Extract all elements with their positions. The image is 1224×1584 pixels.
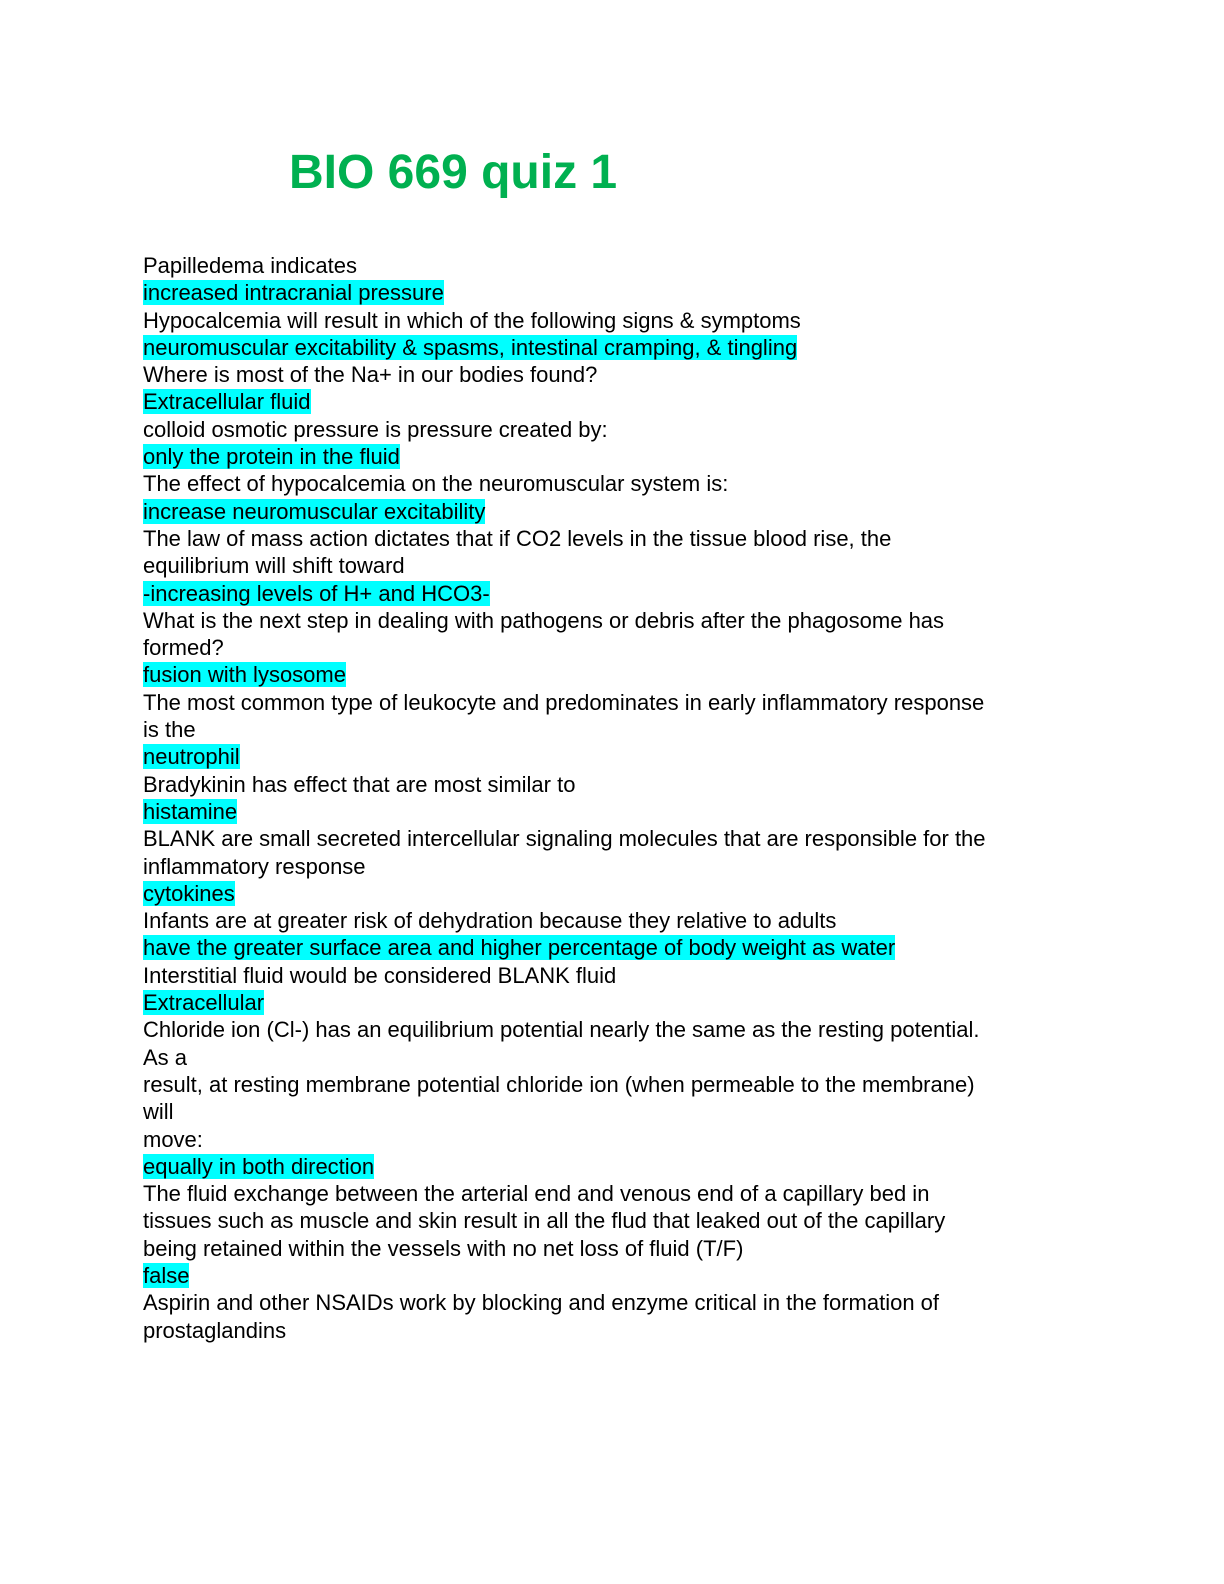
question-line: [143, 689, 1063, 716]
question-line: [143, 1180, 1063, 1207]
answer-text: histamine: [143, 798, 238, 824]
question-line: [143, 825, 1063, 852]
answer-text: Extracellular: [143, 990, 265, 1016]
answer-text: only the protein in the fluid: [143, 444, 400, 470]
question-text: move:: [143, 1126, 203, 1152]
answer-line: [143, 443, 1063, 470]
question-line: [143, 607, 1063, 634]
question-text: being retained within the vessels with no net loss of fluid (T/F): [143, 1235, 744, 1261]
answer-line: [143, 934, 1063, 961]
question-text: Where is most of the Na+ in our bodies found?: [143, 362, 598, 388]
question-line: [143, 1289, 1063, 1316]
question-text: will: [143, 1099, 174, 1125]
question-line: [143, 470, 1063, 497]
question-text: The most common type of leukocyte and predominates in early inflammatory response: [143, 689, 985, 715]
question-line: [143, 1044, 1063, 1071]
question-text: Aspirin and other NSAIDs work by blocking and enzyme critical in the formation of: [143, 1290, 940, 1316]
question-text: What is the next step in dealing with pathogens or debris after the phagosome has: [143, 607, 945, 633]
question-line: [143, 307, 1063, 334]
question-line: [143, 525, 1063, 552]
answer-text: increased intracranial pressure: [143, 280, 444, 306]
question-line: [143, 634, 1063, 661]
question-text: Bradykinin has effect that are most similar to: [143, 771, 576, 797]
answer-line: [143, 989, 1063, 1016]
question-line: [143, 771, 1063, 798]
answer-line: [143, 334, 1063, 361]
question-line: [143, 1235, 1063, 1262]
question-line: [143, 361, 1063, 388]
answer-text: neuromuscular excitability & spasms, intestinal cramping, & tingling: [143, 334, 798, 360]
question-line: [143, 1016, 1063, 1043]
question-text: result, at resting membrane potential chloride ion (when permeable to the membrane): [143, 1071, 975, 1097]
answer-text: cytokines: [143, 880, 235, 906]
answer-text: false: [143, 1262, 190, 1288]
question-text: tissues such as muscle and skin result in all the flud that leaked out of the capillary: [143, 1208, 946, 1234]
question-text: As a: [143, 1044, 188, 1070]
question-text: Interstitial fluid would be considered BLANK fluid: [143, 962, 617, 988]
question-text: Hypocalcemia will result in which of the following signs & symptoms: [143, 307, 801, 333]
answer-line: [143, 798, 1063, 825]
answer-line: [143, 1153, 1063, 1180]
question-text: Infants are at greater risk of dehydration because they relative to adults: [143, 908, 837, 934]
answer-line: [143, 743, 1063, 770]
question-line: [143, 1098, 1063, 1125]
question-line: [143, 1071, 1063, 1098]
answer-line: [143, 498, 1063, 525]
answer-text: fusion with lysosome: [143, 662, 346, 688]
question-line: [143, 252, 1063, 279]
answer-line: [143, 880, 1063, 907]
answer-line: [143, 388, 1063, 415]
answer-text: equally in both direction: [143, 1153, 375, 1179]
question-line: [143, 1126, 1063, 1153]
answer-text: neutrophil: [143, 744, 240, 770]
question-text: prostaglandins: [143, 1317, 287, 1343]
answer-text: increase neuromuscular excitability: [143, 498, 486, 524]
question-line: [143, 716, 1063, 743]
question-text: The effect of hypocalcemia on the neuromuscular system is:: [143, 471, 729, 497]
question-text: The law of mass action dictates that if CO2 levels in the tissue blood rise, the: [143, 525, 892, 551]
question-line: [143, 416, 1063, 443]
answer-line: [143, 1262, 1063, 1289]
question-text: inflammatory response: [143, 853, 366, 879]
question-line: [143, 853, 1063, 880]
question-text: is the: [143, 717, 196, 743]
answer-line: [143, 279, 1063, 306]
question-line: [143, 907, 1063, 934]
page-title: BIO 669 quiz 1: [289, 146, 618, 199]
answer-text: have the greater surface area and higher percentage of body weight as water: [143, 935, 896, 961]
question-line: [143, 1317, 1063, 1344]
question-line: [143, 1207, 1063, 1234]
question-text: Chloride ion (Cl-) has an equilibrium potential nearly the same as the resting potential.: [143, 1017, 980, 1043]
question-text: The fluid exchange between the arterial end and venous end of a capillary bed in: [143, 1181, 930, 1207]
answer-line: [143, 580, 1063, 607]
question-text: Papilledema indicates: [143, 253, 358, 278]
question-text: BLANK are small secreted intercellular signaling molecules that are responsible for the: [143, 826, 986, 852]
answer-text: -increasing levels of H+ and HCO3-: [143, 580, 490, 606]
question-text: formed?: [143, 635, 224, 661]
question-line: [143, 552, 1063, 579]
question-text: colloid osmotic pressure is pressure created by:: [143, 416, 608, 442]
answer-line: [143, 661, 1063, 688]
answer-text: Extracellular fluid: [143, 389, 311, 415]
quiz-body: [143, 252, 1063, 1344]
question-line: [143, 962, 1063, 989]
question-text: equilibrium will shift toward: [143, 553, 405, 579]
